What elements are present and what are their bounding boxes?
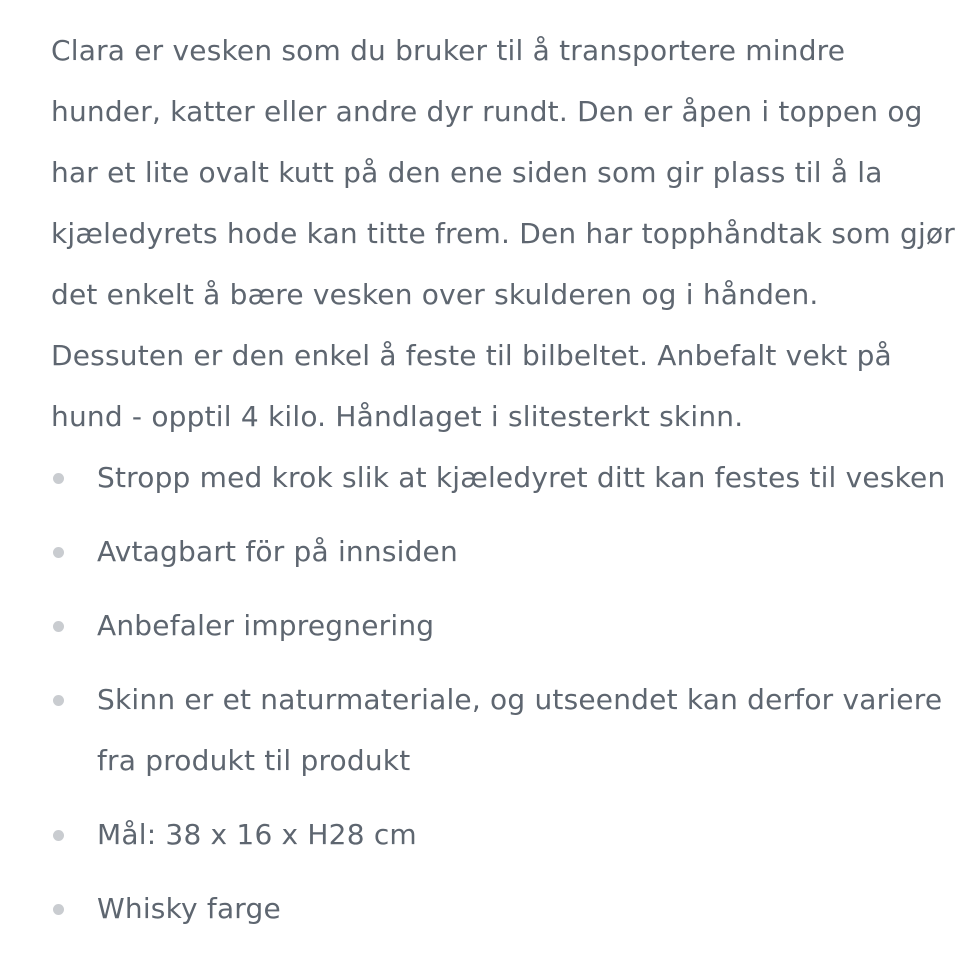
- description-line: hund - opptil 4 kilo. Håndlaget i slitesterkt skinn.: [51, 400, 744, 433]
- product-details: [51, 20, 956, 952]
- feature-item-lining: [51, 521, 951, 582]
- bullet-icon: [53, 904, 64, 915]
- description-line: hunder, katter eller andre dyr rundt. Den er åpen i toppen og: [51, 95, 923, 128]
- description-line: har et lite ovalt kutt på den ene siden som gir plass til å la: [51, 156, 883, 189]
- feature-item-leather-note: [51, 669, 951, 791]
- description-line: det enkelt å bære vesken over skulderen og i hånden.: [51, 278, 819, 311]
- product-description: [51, 20, 956, 447]
- feature-text: fra produkt til produkt: [97, 744, 411, 777]
- feature-text: Anbefaler impregnering: [97, 609, 435, 642]
- feature-list: [51, 447, 951, 939]
- bullet-icon: [53, 695, 64, 706]
- feature-text: Avtagbart för på innsiden: [97, 535, 458, 568]
- feature-text: Skinn er et naturmateriale, og utseendet kan derfor variere: [97, 683, 943, 716]
- feature-item-color: [51, 878, 951, 939]
- feature-text: Mål: 38 x 16 x H28 cm: [97, 818, 417, 851]
- description-line: Clara er vesken som du bruker til å transportere mindre: [51, 34, 846, 67]
- feature-text: Whisky farge: [97, 892, 281, 925]
- feature-text: Stropp med krok slik at kjæledyret ditt kan festes til vesken: [97, 461, 946, 494]
- feature-item-dimensions: [51, 804, 951, 865]
- feature-item-impregnation: [51, 595, 951, 656]
- bullet-icon: [53, 473, 64, 484]
- bullet-icon: [53, 830, 64, 841]
- feature-item-strap: [51, 447, 951, 508]
- bullet-icon: [53, 547, 64, 558]
- bullet-icon: [53, 621, 64, 632]
- description-line: Dessuten er den enkel å feste til bilbeltet. Anbefalt vekt på: [51, 339, 892, 372]
- description-line: kjæledyrets hode kan titte frem. Den har topphåndtak som gjør: [51, 217, 956, 250]
